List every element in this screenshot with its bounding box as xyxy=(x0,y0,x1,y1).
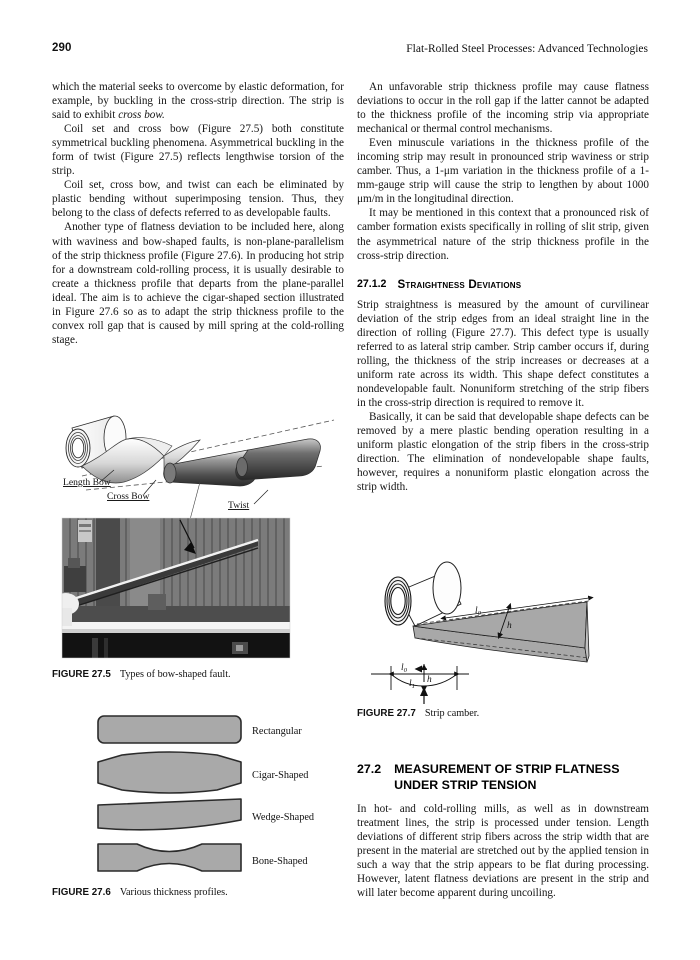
italic-term-cross-bow: cross bow. xyxy=(118,109,165,122)
figure-27-5-caption xyxy=(52,669,344,680)
paragraph-r3: It may be mentioned in this context that a pronounced risk of camber formation exists specifically in rolling of slit strip, given the asymmetrical nature of the strip thickness profile in the cross-strip direction. xyxy=(357,207,649,262)
figure-27-5-graphic xyxy=(52,398,344,663)
symbol-l0-schematic: $l_0$ xyxy=(401,663,407,674)
mill-photograph xyxy=(53,518,290,658)
symbol-l1-schematic: $l_1$ xyxy=(409,679,415,690)
profile-label-wedge-shaped: Wedge-Shaped xyxy=(252,812,315,823)
heading-27-2-title xyxy=(394,762,619,793)
label-cross-bow: Cross Bow xyxy=(107,491,150,502)
figure-27-7 xyxy=(357,556,649,736)
heading-27-2-title-line2: UNDER STRIP TENSION xyxy=(394,777,537,792)
paragraph-l4: Another type of flatness deviation to be included here, along with waviness and bow-shaped faults, is non-plane-parallelism of the strip thickness profile (Figure 27.6). In producing hot strip for a downstream cold-rolling process, it is usually desirable to create a thickness profile that departs from the plane-parallel ideal. The aim is to achieve the cigar-shaped section illustrated in Figure 27.6 so as to adapt the strip thickness profile to the convex roll gap that is caused by mill spring at the cold-rolling stage. xyxy=(52,221,344,346)
profile-wedge-shaped xyxy=(98,799,315,830)
running-title: Flat-Rolled Steel Processes: Advanced Technologies xyxy=(406,43,648,55)
profile-bone-shaped xyxy=(98,844,308,871)
label-twist: Twist xyxy=(228,500,250,511)
paragraph-l2: Coil set and cross bow (Figure 27.5) both constitute symmetrical buckling phenomena. Asymmetrical buckling in the form of twist (Figure 27.5) reflects lengthwise torsion of the strip. xyxy=(52,123,344,178)
twist-strip-body xyxy=(236,439,321,480)
symbol-l0-strip: $l_0$ xyxy=(475,606,481,617)
paragraph-r1: An unfavorable strip thickness profile may cause flatness deviations to occur in the roll gap if the latter cannot be adapted to the thickness profile of the incoming strip via appropriate mechanical or thermal control mechanisms. xyxy=(357,81,649,136)
profile-label-rectangular: Rectangular xyxy=(252,726,302,737)
figure-27-6-caption xyxy=(52,887,344,898)
symbol-h-schematic: h xyxy=(427,675,432,685)
heading-27-2-title-line1: MEASUREMENT OF STRIP FLATNESS xyxy=(394,762,620,776)
profile-label-bone-shaped: Bone-Shaped xyxy=(252,856,308,867)
figure-27-6-label: FIGURE 27.6 xyxy=(52,887,111,898)
leader-twist xyxy=(254,490,268,504)
figure-27-7-graphic xyxy=(357,556,649,706)
section-27-2-block xyxy=(357,762,649,900)
figure-27-7-label: FIGURE 27.7 xyxy=(357,708,416,719)
left-column xyxy=(52,80,344,347)
right-column xyxy=(357,80,649,494)
paragraph-r6: In hot- and cold-rolling mills, as well as in downstream treatment lines, the strip is processed under tension. Length deviations of different strip fibers across the strip width that are present in the material are stretched out by the applied tension in such a way that the strip appears to be flat during processing. However, latent flatness deviations are present in the strip and will later become apparent during uncoiling. xyxy=(357,803,649,900)
profile-rectangular xyxy=(98,716,302,743)
profile-label-cigar-shaped: Cigar-Shaped xyxy=(252,770,309,781)
heading-27-1-2 xyxy=(357,278,649,291)
label-length-bow: Length Bow xyxy=(63,477,111,488)
heading-27-2 xyxy=(357,762,649,793)
figure-27-6-graphic xyxy=(52,708,344,883)
paragraph-r4: Strip straightness is measured by the amount of curvilinear deviation of the strip edges from an ideal straight line in the direction of rolling (Figure 27.7). This defect type is usually referred to as lateral strip camber. Strip camber occurs if, during rolling, the thickness of the strip increases or decreases at a uniform rate across its width. This shape defect constitutes a nondevelopable fault. Nonuniform stretching of the strip fibers in the cross-strip direction is required to remove it. xyxy=(357,298,649,409)
figure-27-6-caption-text: Various thickness profiles. xyxy=(119,887,228,898)
paragraph-l3: Coil set, cross bow, and twist can each be eliminated by plastic bending without superimposing tension. Thus, they belong to the class of defects referred to as developable faults. xyxy=(52,179,344,220)
paragraph-r2: Even minuscule variations in the thickness profile of the incoming strip may result in pronounced strip waviness or strip camber. Thus, a 1-μm variation in the thickness profile of a 1-mm-gauge strip will cause the strip to lengthen by about 1000 μm/m in the longitudinal direction. xyxy=(357,137,649,206)
heading-27-2-number: 27.2 xyxy=(357,762,382,776)
profile-cigar-shaped xyxy=(98,752,309,793)
figure-27-6 xyxy=(52,708,344,908)
paragraph-l1 xyxy=(52,80,344,122)
paragraph-l1-text: which the material seeks to overcome by elastic deformation, for example, by buckling in the cross-strip direction. The strip is said to exhibit xyxy=(52,81,344,122)
paragraph-r5: Basically, it can be said that developable shape defects can be removed by a mere plastic bending operation resulting in a uniform plastic elongation of the strip fibers in the cross-strip direction. The elimination of nondevelopable shape faults, however, requires a nonuniform plastic elongation across the strip width. xyxy=(357,410,649,494)
figure-27-7-caption-text: Strip camber. xyxy=(424,708,480,719)
heading-27-1-2-title: Straightness Deviations xyxy=(397,277,522,291)
camber-schematic xyxy=(371,663,469,704)
figure-27-7-caption xyxy=(357,708,649,719)
page-number: 290 xyxy=(52,42,72,54)
heading-27-1-2-number: 27.1.2 xyxy=(357,277,387,290)
symbol-h-strip: h xyxy=(507,621,512,631)
coil-cylinder xyxy=(385,562,461,626)
figure-27-5-label: FIGURE 27.5 xyxy=(52,669,111,680)
figure-27-5 xyxy=(52,398,344,688)
running-head xyxy=(52,42,648,58)
figure-27-5-caption-text: Types of bow-shaped fault. xyxy=(119,669,231,680)
